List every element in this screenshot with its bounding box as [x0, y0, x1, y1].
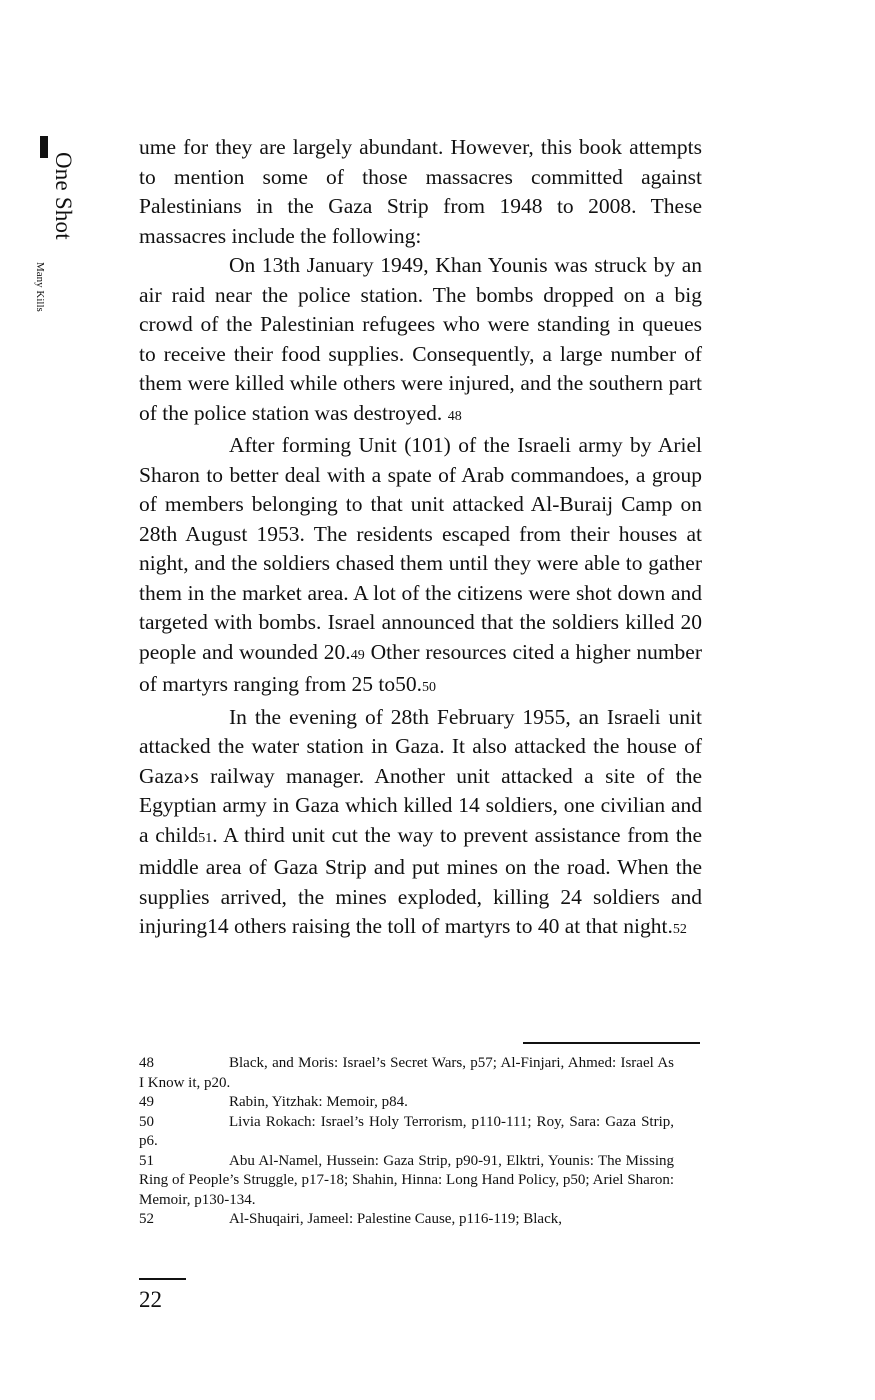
paragraph-3 [139, 431, 702, 703]
footnote [139, 1054, 674, 1093]
footnote-ref: 48 [447, 408, 462, 424]
paragraph-text: . A third unit cut the way to prevent assistance from the middle area of Gaza Strip and put mines on the road. When the supplies arrived, the mines exploded, killing 24 soldiers and injuring14 others raising the toll of martyrs to 40 at that night. [139, 822, 702, 938]
footnote-text: Rabin, Yitzhak: Memoir, p84. [229, 1094, 408, 1110]
footnote [139, 1113, 674, 1152]
footnote-separator [523, 1042, 700, 1044]
paragraph-4 [139, 703, 702, 945]
footnote-text: Al-Shuqairi, Jameel: Palestine Cause, p116-119; Black, [229, 1211, 562, 1227]
running-head-bar [40, 136, 48, 158]
paragraph-2 [139, 251, 702, 431]
paragraph-text: On 13th January 1949, Khan Younis was struck by an air raid near the police station. The bombs dropped on a big crowd of the Palestinian refugees who were standing in queues to receive their food supplies. Consequently, a large number of them were killed while others were injured, and the southern part of the police station was destroyed. [139, 253, 702, 425]
footnote-text: Livia Rokach: Israel’s Holy Terrorism, p110-111; Roy, Sara: Gaza Strip, p6. [139, 1113, 674, 1149]
paragraph-text: ume for they are largely abundant. However, this book attempts to mention some of those massacres committed against Palestinians in the Gaza Strip from 1948 to 2008. These massacres include the following: [139, 135, 702, 248]
page-number-rule [139, 1278, 186, 1280]
paragraph-text: After forming Unit (101) of the Israeli army by Ariel Sharon to better deal with a spate of Arab commandoes, a group of members belonging to that unit attacked Al-Buraij Camp on 28th August 1953. The residents escaped from their houses at night, and the soldiers chased them until they were able to gather them in the market area. A lot of the citizens were shot down and targeted with bombs. Israel announced that the soldiers killed 20 people and wounded 20. [139, 433, 702, 664]
footnote-ref: 49 [350, 647, 365, 663]
footnote [139, 1093, 674, 1113]
footnote-number: 50 [139, 1113, 154, 1130]
body-text [139, 133, 702, 945]
footnote-number: 52 [139, 1211, 154, 1227]
footnote-number: 49 [139, 1094, 154, 1110]
paragraph-1 [139, 133, 702, 251]
footnote-ref: 50 [422, 680, 437, 695]
footnote-text: Black, and Moris: Israel’s Secret Wars, p57; Al-Finjari, Ahmed: Israel As I Know it, p20. [139, 1055, 674, 1091]
footnote [139, 1210, 674, 1230]
footnote [139, 1152, 674, 1211]
paragraph-text: Other resources cited a higher number of martyrs ranging from 25 to50. [139, 639, 703, 696]
footnote-text: Abu Al-Namel, Hussein: Gaza Strip, p90-91, Elktri, Younis: The Missing Ring of People’s Struggle, p17-18; Shahin, Hinna: Long Hand Policy, p50; Ariel Sharon: Memoir, p130-134. [139, 1152, 674, 1208]
footnote-ref: 51 [198, 830, 213, 846]
paragraph-text: In the evening of 28th February 1955, an Israeli unit attacked the water station in Gaza. It also attacked the house of Gaza›s railway manager. Another unit attacked a site of the Egyptian army in Gaza which killed 14 soldiers, one civilian and a child [139, 704, 702, 847]
running-head-subtitle: Many Kills [34, 262, 46, 312]
footnote-ref: 52 [672, 922, 687, 937]
page-number: 22 [139, 1287, 162, 1312]
footnotes [139, 1054, 674, 1230]
running-head-title: One Shot [51, 152, 76, 240]
footnote-number: 48 [139, 1055, 154, 1071]
footnote-number: 51 [139, 1152, 154, 1169]
